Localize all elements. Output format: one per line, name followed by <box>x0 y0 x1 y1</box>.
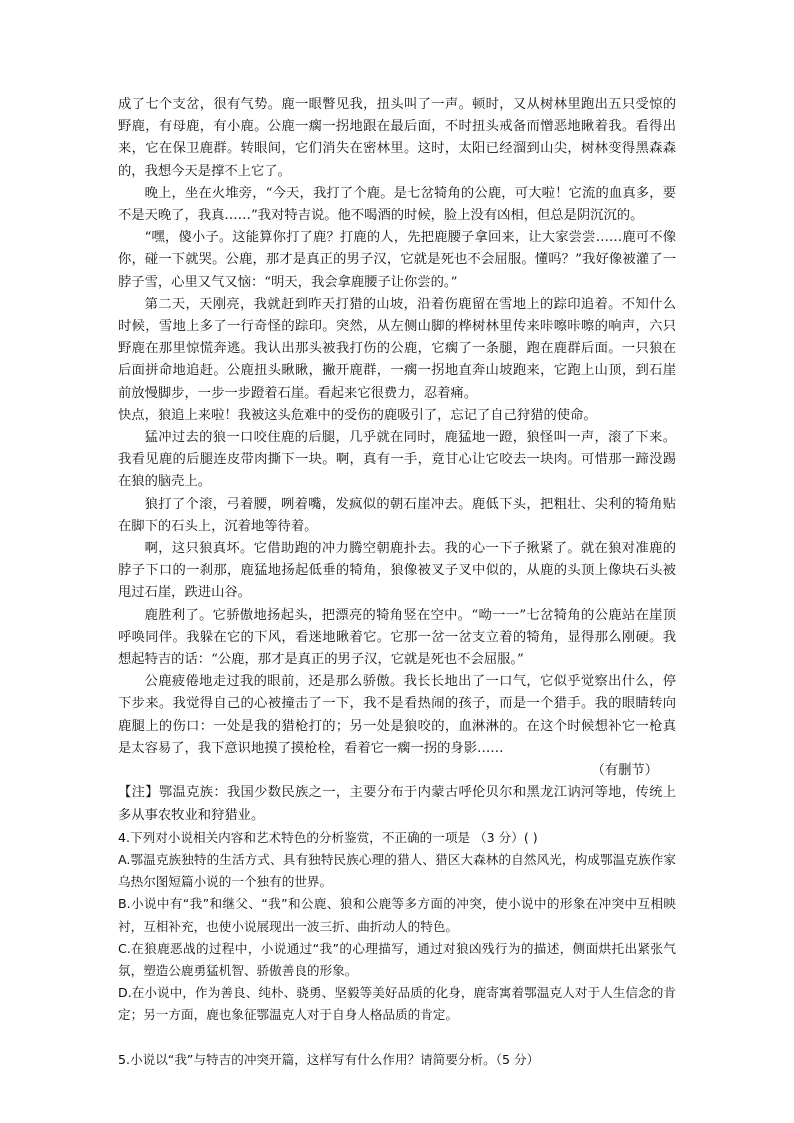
story-paragraph-4: 第二天，天刚亮，我就赶到昨天打猎的山坡，沿着伤鹿留在雪地上的踪印追着。不知什么时候，雪地上多了一行奇怪的踪印。突然，从左侧山脚的桦树林里传来咔嚓咔嚓的响声，六只野鹿在那里惊慌奔逃。我认出那头被我打伤的公鹿，它瘸了一条腿，跑在鹿群后面。一只狼在后面拼命地追赶。公鹿扭头瞅瞅，撇开鹿群，一瘸一拐地直奔山坡跑来，它跑上山顶，到石崖前放慢脚步，一步一步蹬着石崖。看起来它很费力，忍着痛。 <box>118 296 676 401</box>
story-paragraph-2: 晚上，坐在火堆旁，“今天，我打了个鹿。是七岔犄角的公鹿，可大啦！它流的血真多，要不是天晚了，我真……”我对特吉说。他不喝酒的时候，脸上没有凶相，但总是阴沉沉的。 <box>118 185 676 224</box>
story-paragraph-9: 鹿胜利了。它骄傲地扬起头，把漂亮的犄角竖在空中。“呦一一”七岔犄角的公鹿站在崖顶呼唤同伴。我躲在它的下风，看迷地瞅着它。它那一岔一岔支立着的犄角，显得那么刚硬。我想起特吉的话：“公鹿，那才是真正的男子汉，它就是死也不会屈服。” <box>118 607 676 668</box>
question-5-stem: 5.小说以“我”与特吉的冲突开篇，这样写有什么作用？请简要分析。（5 分） <box>118 1051 540 1067</box>
abridged-note: （有删节） <box>591 763 658 779</box>
question-4-option-a: A.鄂温克族独特的生活方式、具有独特民族心理的猎人、猎区大森林的自然风光，构成鄂温克族作家乌热尔图短篇小说的一个独有的世界。 <box>118 851 676 890</box>
question-4-stem: 4.下列对小说相关内容和艺术特色的分析鉴赏，不正确的一项是 （3 分）( ) <box>118 829 538 845</box>
story-paragraph-3: “嘿，傻小子。这能算你打了鹿？打鹿的人，先把鹿腰子拿回来，让大家尝尝……鹿可不像你，碰一下就哭。公鹿，那才是真正的男子汉，它就是死也不会屈服。懂吗？”我好像被灌了一脖子雪，心里又气又恼：“明天，我会拿鹿腰子让你尝的。” <box>118 230 676 290</box>
story-paragraph-10: 公鹿疲倦地走过我的眼前，还是那么骄傲。我长长地出了一口气，它似乎觉察出什么，停下步来。我觉得自己的心被撞击了一下，我不是看热闹的孩子，而是一个猎手。我的眼睛转向鹿腿上的伤口：一处是我的猎枪打的；另一处是狼咬的，血淋淋的。在这个时候想补它一枪真是太容易了，我下意识地摸了摸枪栓，看着它一瘸一拐的身影…… <box>118 674 676 756</box>
annotation-note: 【注】鄂温克族：我国少数民族之一，主要分布于内蒙古呼伦贝尔和黑龙江讷河等地，传统上多从事农牧业和狩猎业。 <box>118 785 676 823</box>
question-4-option-b: B.小说中有“我”和继父、“我”和公鹿、狼和公鹿等多方面的冲突，使小说中的形象在冲突中互相映衬，互相补充，也使小说展现出一波三折、曲折动人的特色。 <box>118 896 676 934</box>
question-4-option-d: D.在小说中，作为善良、纯朴、骁勇、坚毅等美好品质的化身，鹿寄寓着鄂温克人对于人生信念的肯定；另一方面，鹿也象征鄂温克人对于自身人格品质的肯定。 <box>118 985 676 1023</box>
story-paragraph-1: 成了七个支岔，很有气势。鹿一眼瞥见我，扭头叫了一声。顿时，又从树林里跑出五只受惊的野鹿，有母鹿，有小鹿。公鹿一瘸一拐地跟在最后面，不时扭头戒备而憎恶地瞅着我。看得出来，它在保卫鹿群。转眼间，它们消失在密林里。这时，太阳已经溜到山尖，树林变得黑森森的，我想今天是撑不上它了。 <box>118 97 676 179</box>
story-paragraph-6: 猛冲过去的狼一口咬住鹿的后腿，几乎就在同时，鹿猛地一蹬，狼怪叫一声，滚了下来。我看见鹿的后腿连皮带肉撕下一块。啊，真有一手，竟甘心让它咬去一块肉。可惜那一蹄没踢在狼的脑壳上。 <box>118 430 676 490</box>
exam-page <box>118 94 676 1071</box>
spacer <box>118 1027 676 1049</box>
story-paragraph-8: 啊，这只狼真坏。它借助跑的冲力腾空朝鹿扑去。我的心一下子揪紧了。就在狼对准鹿的脖子下口的一刹那，鹿猛地扬起低垂的犄角，狼像被叉子叉中似的，从鹿的头顶上像块石头被甩过石崖，跌进山谷。 <box>118 541 676 601</box>
question-4-option-c: C.在狼鹿恶战的过程中，小说通过“我”的心理描写，通过对狼凶残行为的描述，侧面烘托出紧张气氛，塑造公鹿勇猛机智、骄傲善良的形象。 <box>118 940 676 978</box>
story-paragraph-5: 快点，狼追上来啦！我被这头危难中的受伤的鹿吸引了，忘记了自己狩猎的使命。 <box>118 407 597 423</box>
story-paragraph-7: 狼打了个滚，弓着腰，咧着嘴，发疯似的朝石崖冲去。鹿低下头，把粗壮、尖利的犄角贴在脚下的石头上，沉着地等待着。 <box>118 496 676 534</box>
